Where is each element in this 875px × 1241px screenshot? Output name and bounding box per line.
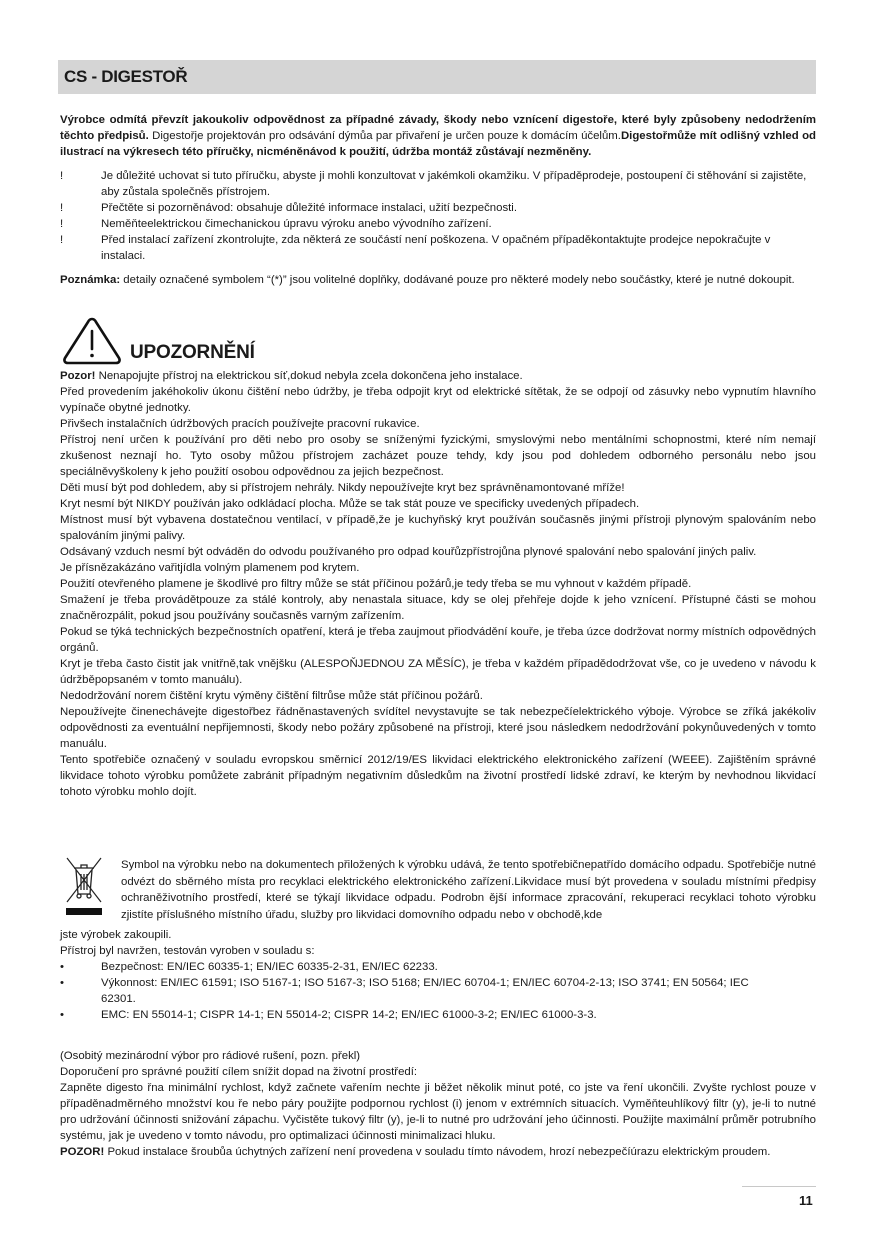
bullet: • bbox=[60, 977, 64, 989]
warning-paragraph: Použití otevřeného plamene je škodlivé pro filtry může se stát příčinou požárů,je tedy třeba se mu vyhnout v každém případě. bbox=[60, 578, 692, 590]
list-item bbox=[60, 232, 816, 264]
list-item bbox=[60, 959, 816, 975]
warning-paragraph: Pokud se týká technických bezpečnostních opatření, která je třeba zaujmout přiodvádění kouře, je třeba úzce dodržovat normy místních odpovědných orgánů. bbox=[60, 626, 816, 654]
note-label: Poznámka: bbox=[60, 274, 121, 286]
warning-triangle-icon bbox=[61, 316, 123, 366]
weee-continuation: jste výrobek zakoupili. bbox=[60, 929, 172, 941]
list-item-text: Přečtěte si pozorněnávod: obsahuje důležité informace instalaci, užití bezpečnosti. bbox=[101, 202, 517, 214]
warning-first-line bbox=[60, 368, 816, 384]
warning-heading bbox=[60, 316, 816, 368]
intro-normal-mid: Digestořje projektován pro odsávání dýmůa par přivaření je určen pouze k domácím účelům. bbox=[148, 130, 621, 142]
standards-section bbox=[60, 927, 816, 1023]
warning-body bbox=[60, 368, 816, 800]
pozor-paragraph bbox=[60, 1144, 816, 1160]
warning-paragraph: Před provedením jakéhokoliv úkonu čištění nebo údržby, je třeba odpojit kryt od elektrické sítětak, že se odpojí od zásuvky nebo vypnutím hlavního vypínače obytné jednotky. bbox=[60, 386, 816, 414]
list-item-text: Výkonnost: EN/IEC 61591; ISO 5167-1; ISO 5167-3; ISO 5168; EN/IEC 60704-1; EN/IEC 60704-2-13; ISO 3741; EN 50564; IEC 62301. bbox=[101, 977, 749, 1005]
intro-list bbox=[60, 168, 816, 264]
list-item bbox=[60, 200, 816, 216]
cispr-note: (Osobitý mezinárodní výbor pro rádiové rušení, pozn. překl) bbox=[60, 1050, 361, 1062]
intro-bold-tail: Digestořmůže mít odlišný vzhled od ilustrací na výkresech této příručky, nicméněnávod k použití, údržba montáž zůstávají nezměněny. bbox=[60, 130, 816, 158]
list-item bbox=[60, 168, 816, 200]
warning-paragraph: Kryt je třeba často čistit jak vnitřně,tak vnějšku (ALESPOŇJEDNOU ZA MĚSÍC), je třeba v každém případědodržovat vše, co je uvedeno v návodu k údržběpopsaném v tomto manuálu). bbox=[60, 658, 816, 686]
crossed-bin-icon bbox=[64, 856, 104, 916]
warning-paragraph: Přístroj není určen k používání pro děti nebo pro osoby se sníženými fyzickými, smyslovými nebo mentálními schopnostmi, které ním nemají zkušenost neznají ho. Tyto osoby můžou přístrojem zacházet pouze tehdy, kdy jsou pod dohledem odborného personálu nebo jsou speciálněvyškoleny k jeho použití osobou odpovědnou za jejich bezpečnost. bbox=[60, 434, 816, 478]
footer-divider bbox=[742, 1186, 816, 1187]
exclamation-mark: ! bbox=[60, 170, 64, 182]
warning-title: UPOZORNĚNÍ bbox=[130, 342, 255, 363]
exclamation-mark: ! bbox=[60, 202, 64, 214]
warning-paragraph: Místnost musí být vybavena dostatečnou ventilací, v případě,že je kuchyňský kryt používán současněs jinými přístroji plynovým spalováním nebo spalováním jinými palivy. bbox=[60, 514, 816, 542]
pozor-label: POZOR! bbox=[60, 1146, 105, 1158]
warning-paragraph: Děti musí být pod dohledem, aby si přístrojem nehrály. Nikdy nepoužívejte kryt bez správněnamontované mříže! bbox=[60, 482, 625, 494]
standards-intro: Přístroj byl navržen, testován vyroben v souladu s: bbox=[60, 945, 315, 957]
list-item bbox=[60, 1007, 816, 1023]
warning-paragraph: Nepoužívejte činenechávejte digestořbez řádněnastavených svídítel nevystavujte se tak nebezpečíelektrického výboje. Výrobce se zříká jakékoliv odpovědnosti za eventuální nepřijemnosti, škody nebo požáry způsobené na přístroji, které jsou následkem nedodržování pokynůuvedených v tomto manuálu. bbox=[60, 706, 816, 750]
warning-paragraph: Přivšech instalačních údržbových pracích používejte pracovní rukavice. bbox=[60, 418, 420, 430]
intro-bold-lead: Výrobce odmítá převzít jakoukoliv odpovědnost za případné závady, škody nebo vznícení digestoře, které byly způsobeny nedodržením těchto předpisů. bbox=[60, 114, 816, 142]
exclamation-mark: ! bbox=[60, 234, 64, 246]
list-item-text: Je důležité uchovat si tuto příručku, abyste ji mohli konzultovat v jakémkoli okamžiku. V případěprodeje, postoupení či stěhování si zajistěte, aby zůstala společněs přístrojem. bbox=[101, 170, 807, 198]
pozor-label: Pozor! bbox=[60, 370, 96, 382]
intro-paragraph bbox=[60, 112, 816, 160]
list-item-text: Neměňteelektrickou čimechanickou úpravu výroku anebo vývodního zařízení. bbox=[101, 218, 492, 230]
warning-paragraph: Je přísnězakázáno vařitjídla volným plamenem pod krytem. bbox=[60, 562, 360, 574]
pozor-text: Pokud instalace šroubůa úchytných zařízení není provedena v souladu tímto návodem, hrozí nebezpečíúrazu elektrickým proudem. bbox=[104, 1146, 771, 1158]
section-header bbox=[58, 60, 816, 94]
list-item bbox=[60, 216, 816, 232]
warning-paragraph: Smažení je třeba provádětpouze za stálé kontroly, aby nenastala situace, kdy se olej přehřeje dojde k jeho vznícení. Přístupné části se mohou značněrozpálit, pokud jsou používány současněs varným zařízením. bbox=[60, 594, 816, 622]
list-item-text: Bezpečnost: EN/IEC 60335-1; EN/IEC 60335-2-31, EN/IEC 62233. bbox=[101, 961, 438, 973]
eco-intro: Doporučení pro správné použití cílem snížit dopad na životní prostředí: bbox=[60, 1066, 418, 1078]
exclamation-mark: ! bbox=[60, 218, 64, 230]
page-number: 11 bbox=[799, 1193, 813, 1208]
list-item bbox=[60, 975, 816, 1007]
note-paragraph bbox=[60, 272, 816, 288]
bullet: • bbox=[60, 1009, 64, 1021]
warning-paragraph: Nedodržování norem čištění krytu výměny čištění filtrůse může stát příčinou požárů. bbox=[60, 690, 483, 702]
note-text: detaily označené symbolem “(*)” jsou volitelné doplňky, dodávané pouze pro některé modely nebo součástky, které je nutné dokoupit. bbox=[120, 274, 795, 286]
bullet: • bbox=[60, 961, 64, 973]
weee-paragraph: Symbol na výrobku nebo na dokumentech přiložených k výrobku udává, že tento spotřebičnepatřído domácího odpadu. Spotřebičje nutné odvézt do sběrného místa pro recyklaci elektrického elektronického zařízení.Likvidace musí být provedena v souladu místními předpisy ochraněživotního prostředí, které se týkají likvidace odpadu. Podrobn ější informace zpracování, rekuperaci recyklaci tohoto výrobku zjistíte příslušného místního úřadu, služby pro likvidaci domovního odpadu nebo v obchodě,kde bbox=[121, 859, 816, 921]
warning-paragraph: Tento spotřebiče označený v souladu evropskou směrnicí 2012/19/ES likvidaci elektrického elektronického zařízení (WEEE). Zajištěním správné likvidace tohoto výrobku pomůžete zabránit případným negativním důsledkům na životní prostředí lidské zdraví, ke kterým by nevhodnou likvidací tohoto výrobku mohlo dojít. bbox=[60, 754, 816, 798]
warning-paragraph: Kryt nesmí být NIKDY používán jako odkládací plocha. Může se tak stát pouze ve specificky uvedených případech. bbox=[60, 498, 640, 510]
eco-paragraph: Zapněte digesto řna minimální rychlost, když začnete vařením nechte ji běžet několik minut poté, co jste va ření ukončili. Zvyšte rychlost pouze v případěnadměrného množství kou ře nebo páry použijte podpornou rychlost (i) jenom v extrémních situacích. Vyměňteuhlíkový filtr (y), je-li to nutné pro udržování účinnosti snižování zápachu. Vyčistěte tukový filtr (y), je-li to nutné pro udržování jeho účinnosti. Použijte maximální průměr potrubního systému, jak je uvedeno v tomto návodu, pro optimalizaci účinnosti minimalizaci hluku. bbox=[60, 1082, 816, 1142]
pozor-text: Nenapojujte přístroj na elektrickou síť,dokud nebyla zcela dokončena jeho instalace. bbox=[95, 370, 523, 382]
list-item-text: Před instalací zařízení zkontrolujte, zda některá ze součástí není poškozena. V opačném případěkontaktujte prodejce nepokračujte v instalaci. bbox=[101, 234, 771, 262]
list-item-text: EMC: EN 55014-1; CISPR 14-1; EN 55014-2; CISPR 14-2; EN/IEC 61000-3-2; EN/IEC 61000-3-3. bbox=[101, 1009, 597, 1021]
section-title: CS - DIGESTOŘ bbox=[64, 67, 188, 86]
footer-text-section bbox=[60, 1048, 816, 1160]
warning-paragraph: Odsávaný vzduch nesmí být odváděn do odvodu používaného pro odpad kouřůzpřístrojůna plynové spalování nebo spalování jiných paliv. bbox=[60, 546, 757, 558]
